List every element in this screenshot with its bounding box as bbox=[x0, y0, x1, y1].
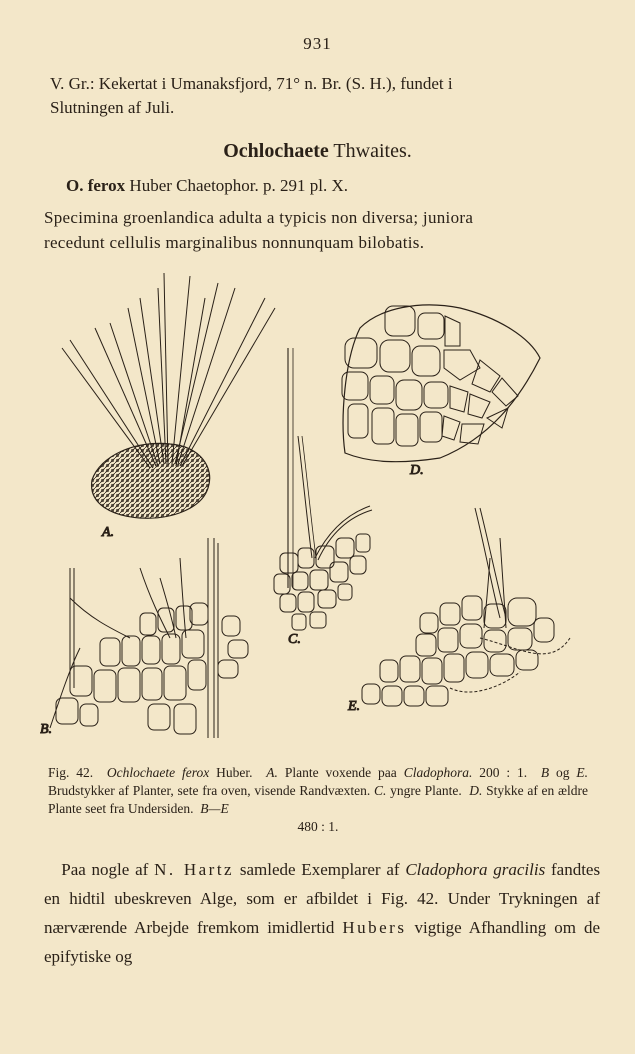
author-name: Hubers bbox=[342, 918, 407, 937]
figure-label-a: A. bbox=[102, 525, 115, 540]
caption-author: Huber. bbox=[216, 765, 253, 780]
caption-og: og bbox=[556, 765, 570, 780]
figure-label-d: D. bbox=[410, 463, 424, 478]
caption-text-d: Stykke af en ældre Plante seet fra Undersiden. bbox=[48, 783, 589, 816]
panel-b-drawing bbox=[50, 538, 248, 738]
species-entry bbox=[66, 176, 596, 196]
caption-label-e: E. bbox=[576, 765, 589, 780]
caption-magnification-a: 200 : 1. bbox=[479, 765, 528, 780]
caption-label-b: B bbox=[540, 765, 550, 780]
body-text-4: vigtige Afhandling om de epifytiske og bbox=[44, 918, 601, 966]
caption-text-c: yngre Plante. bbox=[390, 783, 462, 798]
latin-diagnosis bbox=[44, 205, 600, 255]
caption-genus: Ochlochaete ferox bbox=[106, 765, 210, 780]
genus-heading bbox=[0, 140, 635, 163]
latin-line-1: Specimina groenlandica adulta a typicis non diversa; juniora bbox=[44, 208, 474, 227]
panel-d-drawing bbox=[342, 305, 540, 462]
caption-label-a: A. bbox=[266, 765, 278, 780]
body-paragraph bbox=[44, 855, 600, 971]
species-name: O. ferox bbox=[66, 176, 126, 195]
genus-author: Thwaites. bbox=[333, 140, 412, 162]
panel-e-drawing bbox=[362, 508, 570, 706]
genus-name: Ochlochaete bbox=[223, 140, 329, 162]
caption-label-d: D. bbox=[469, 783, 483, 798]
latin-line-2: recedunt cellulis marginalibus nonnunquam bilobatis. bbox=[44, 233, 425, 252]
panel-a-drawing bbox=[62, 273, 275, 518]
page-number: 931 bbox=[303, 34, 332, 53]
caption-host: Cladophora. bbox=[403, 765, 473, 780]
figure-label-b: B. bbox=[40, 722, 53, 737]
species-reference: Huber Chaetophor. p. 291 pl. X. bbox=[129, 176, 349, 195]
caption-label-c: C. bbox=[373, 783, 387, 798]
caption-text-a: Plante voxende paa bbox=[284, 765, 397, 780]
caption-magnification-be: 480 : 1. bbox=[297, 819, 339, 834]
figure-caption bbox=[48, 764, 588, 836]
panel-c-drawing bbox=[274, 348, 372, 630]
figure-42-illustration bbox=[40, 268, 600, 753]
body-text-2: samlede Exemplarer af bbox=[239, 860, 400, 879]
body-species: Cladophora gracilis bbox=[405, 860, 546, 879]
locality-paragraph bbox=[50, 72, 590, 120]
figure-label-e: E. bbox=[348, 699, 361, 714]
collector-name: N. Hartz bbox=[154, 860, 235, 879]
caption-fig-number: Fig. 42. bbox=[48, 765, 94, 780]
caption-text-be: Brudstykker af Planter, sete fra oven, visende Randvæxten. bbox=[48, 783, 371, 798]
locality-line-1: V. Gr.: Kekertat i Umanaksfjord, 71° n. Br. (S. H.), fundet i bbox=[50, 74, 453, 93]
body-text-1: Paa nogle af bbox=[61, 860, 149, 879]
body-text-3: fandtes en hidtil ubeskreven Alge, som er afbildet i Fig. 42. Under Trykningen af nærværende Arbejde fremkom imidlertid bbox=[44, 860, 601, 937]
locality-line-2: Slutningen af Juli. bbox=[50, 98, 175, 117]
figure-label-c: C. bbox=[288, 632, 301, 647]
caption-label-b-e: B—E bbox=[200, 801, 229, 816]
